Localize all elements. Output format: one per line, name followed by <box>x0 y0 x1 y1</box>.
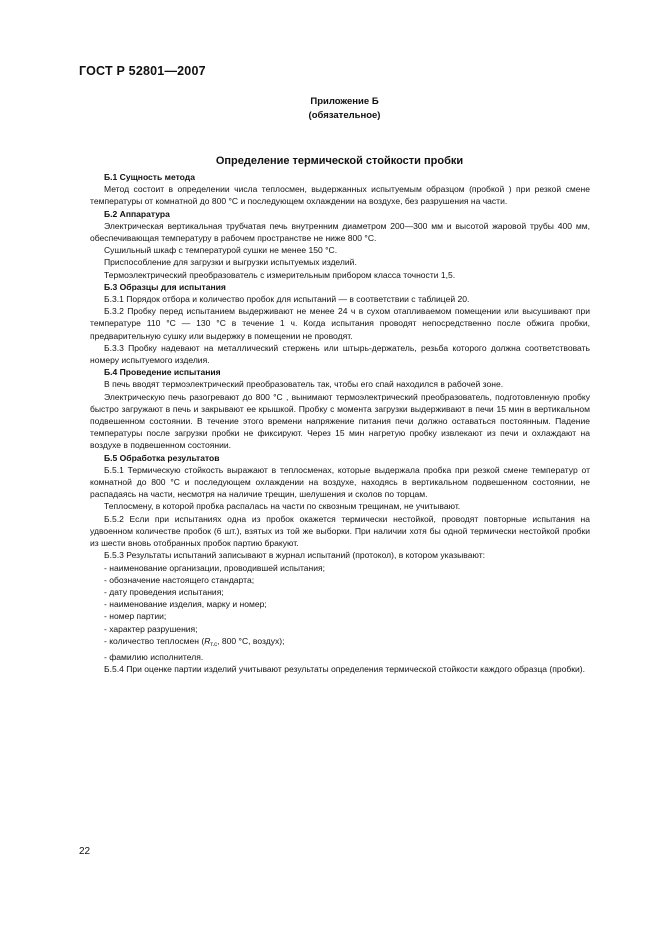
symbol-subscript: т.с <box>210 641 218 648</box>
paragraph: Б.3.2 Пробку перед испытанием выдерживают не менее 24 ч в сухом отапливаемом помещении или высушивают при температуре 110 °С — 130 °С в течение 1 ч. Когда испытания проводят непосредственно после обжига пробки, предварительную сушку или выдержку в помещении не проводят. <box>90 306 590 341</box>
appendix-label: Приложение Б <box>310 96 379 107</box>
list-item: - наименование изделия, марку и номер; <box>104 599 267 610</box>
paragraph: В печь вводят термоэлектрический преобразователь так, чтобы его спай находился в рабочей зоне. <box>104 379 504 390</box>
list-item: - дату проведения испытания; <box>104 586 224 597</box>
paragraph: Электрическую печь разогревают до 800 °С , вынимают термоэлектрический преобразователь, подготовленную пробку быстро загружают в печь и закрывают ее крышкой. Пробку с момента загрузки выдерживают в печи 15 мин в вертикальном подвешенном состоянии. В течение этого времени напряжение питания печи должно оставаться постоянным. Падение температуры после загрузки пробки не фиксируют. Через 15 мин нагретую пробку извлекают из печи и охлаждают на воздухе в подвешенном состоянии. <box>90 391 590 451</box>
standard-header: ГОСТ Р 52801—2007 <box>79 64 206 78</box>
paragraph: Метод состоит в определении числа теплосмен, выдержанных испытуемым образцом (пробкой ) при резкой смене температуры от комнатной до 800 °С и последующем охлаждении на воздухе, без разрушения на части. <box>90 184 590 207</box>
list-item-prefix: - количество теплосмен ( <box>104 635 205 646</box>
document-title: Определение термической стойкости пробки <box>215 155 464 167</box>
appendix-status: (обязательное) <box>308 110 381 121</box>
paragraph: Сушильный шкаф с температурой сушки не менее 150 °С. <box>104 245 338 256</box>
section-heading-b1: Б.1 Сущность метода <box>104 172 195 182</box>
paragraph: Б.3.1 Порядок отбора и количество пробок для испытаний — в соответствии с таблицей 20. <box>104 294 470 305</box>
list-item: - фамилию исполнителя. <box>104 651 204 662</box>
paragraph: Б.5.2 Если при испытаниях одна из пробок окажется термически нестойкой, проводят повторные испытания на удвоенном количестве пробок (6 шт.), взятых из той же выборки. При наличии хотя бы одной термически нестойкой пробки из шести вновь отобранных пробок партию бракуют. <box>90 513 590 549</box>
section-heading-b4: Б.4 Проведение испытания <box>104 367 221 378</box>
section-heading-b2: Б.2 Аппаратура <box>104 208 170 219</box>
paragraph: Приспособление для загрузки и выгрузки испытуемых изделий. <box>104 257 357 268</box>
list-item: - номер партии; <box>104 611 167 622</box>
paragraph: Термоэлектрический преобразователь с измерительным прибором класса точности 1,5. <box>104 269 456 280</box>
list-item: - обозначение настоящего стандарта; <box>104 574 255 585</box>
paragraph: Б.3.3 Пробку надевают на металлический стержень или штырь-держатель, резьба которого должна соответствовать номеру испытуемого изделия. <box>90 342 590 366</box>
page-number: 22 <box>79 846 91 857</box>
list-item-suffix: , 800 °С, воздух); <box>217 635 285 646</box>
list-item <box>90 635 590 651</box>
list-item: - наименование организации, проводившей испытания; <box>104 562 326 573</box>
paragraph: Электрическая вертикальная трубчатая печь внутренним диаметром 200—300 мм и высотой жаровой трубы 400 мм, обеспечивающая температуру в рабочем пространстве не ниже 800 °С. <box>90 220 590 244</box>
symbol-r: R <box>204 635 211 646</box>
list-item: - характер разрушения; <box>104 623 198 634</box>
paragraph: Теплосмену, в которой пробка распалась на части по сквозным трещинам, не учитывают. <box>104 501 461 512</box>
paragraph: Б.5.4 При оценке партии изделий учитывают результаты определения термической стойкости каждого образца (пробки). <box>104 664 585 675</box>
section-heading-b5: Б.5 Обработка результатов <box>104 452 220 463</box>
document-body <box>90 171 590 675</box>
paragraph: Б.5.3 Результаты испытаний записывают в журнал испытаний (протокол), в котором указывают: <box>104 550 486 561</box>
section-heading-b3: Б.3 Образцы для испытания <box>104 281 226 292</box>
paragraph: Б.5.1 Термическую стойкость выражают в теплосменах, которые выдержала пробка при резкой смене температур от комнатной до 800 °С и последующем охлаждении на воздухе, находясь в вертикальном подвешенном состоянии, не распадаясь на части, несмотря на наличие трещин, шелушения и сколов по торцам. <box>90 464 590 500</box>
